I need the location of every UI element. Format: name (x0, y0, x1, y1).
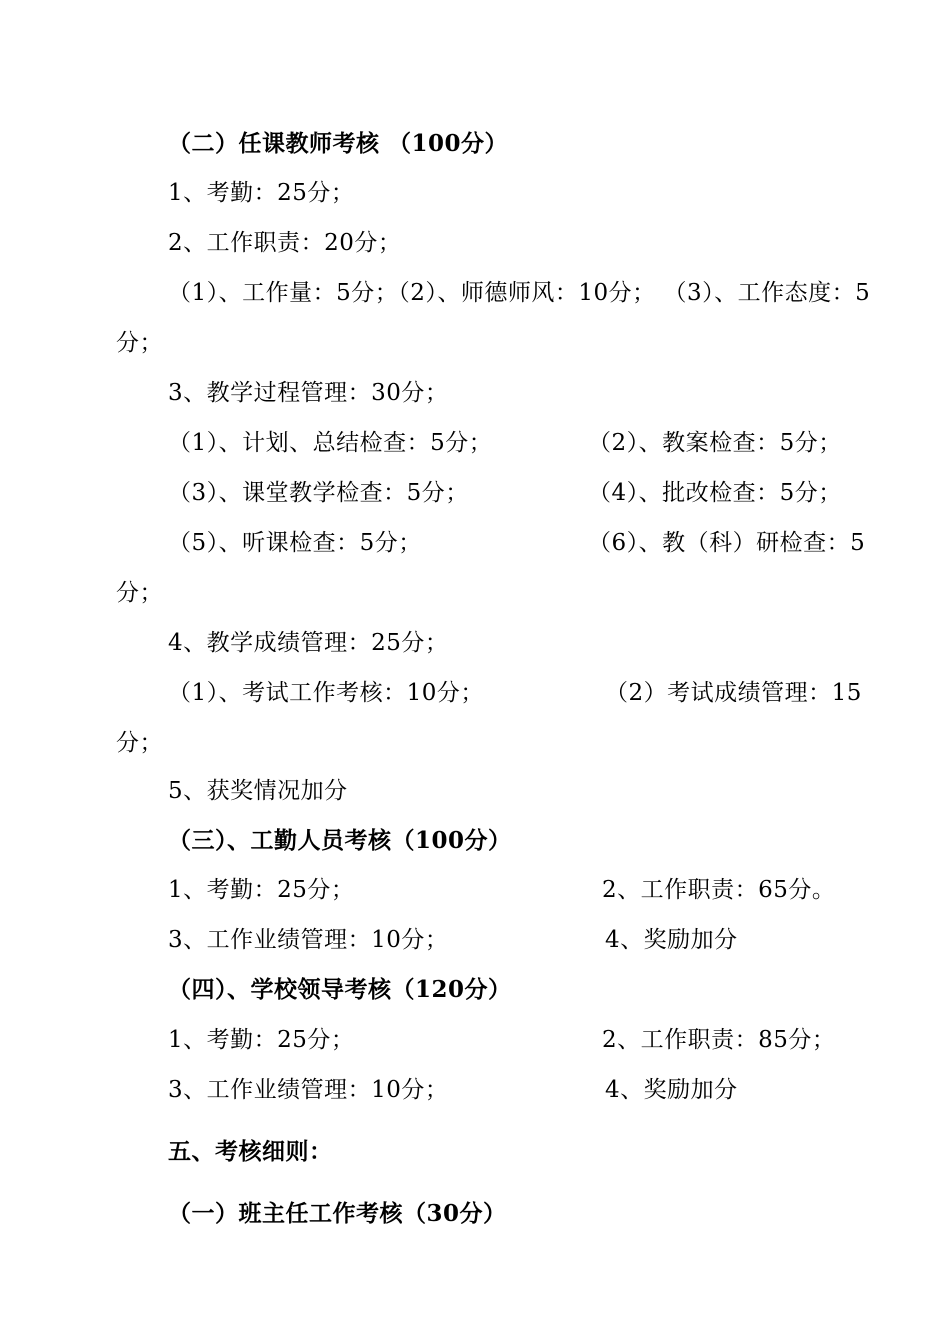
section-heading-leaders: （四）、学校领导考核（120分） (168, 976, 512, 1003)
teacher-attendance: 1、考勤：25分； (168, 180, 355, 206)
teacher-duties-detail: （1）、工作量：5分；（2）、师德师风：10分； （3）、工作态度：5 (168, 280, 871, 306)
sub-heading-head-teacher: （一）班主任工作考核（30分） (168, 1200, 507, 1227)
teaching-process-sub6-cont: 分； (116, 580, 163, 606)
section-heading-staff: （三）、工勤人员考核（100分） (168, 827, 512, 854)
teaching-results: 4、教学成绩管理：25分； (168, 630, 449, 656)
teaching-process-sub2: （2）、教案检查：5分； (588, 430, 842, 456)
teaching-process: 3、教学过程管理：30分； (168, 380, 449, 406)
staff-reward: 4、奖励加分 (605, 927, 738, 953)
leader-attendance: 1、考勤：25分； (168, 1027, 355, 1053)
section-heading-rules: 五、考核细则： (168, 1138, 333, 1165)
award-bonus: 5、获奖情况加分 (168, 778, 348, 804)
teacher-duties-detail-cont: 分； (116, 330, 163, 356)
staff-attendance: 1、考勤：25分； (168, 877, 355, 903)
teacher-duties: 2、工作职责：20分； (168, 230, 402, 256)
teaching-process-sub3: （3）、课堂教学检查：5分； (168, 480, 469, 506)
leader-reward: 4、奖励加分 (605, 1077, 738, 1103)
leader-duties: 2、工作职责：85分； (602, 1027, 836, 1053)
teaching-results-sub1: （1）、考试工作考核：10分； (168, 680, 484, 706)
teaching-results-sub2-cont: 分； (116, 730, 163, 756)
teaching-process-sub6: （6）、教（科）研检查：5 (588, 530, 866, 556)
leader-performance: 3、工作业绩管理：10分； (168, 1077, 449, 1103)
teaching-process-sub1: （1）、计划、总结检查：5分； (168, 430, 493, 456)
teaching-results-sub2: （2）考试成绩管理：15 (605, 680, 862, 706)
teaching-process-sub5: （5）、听课检查：5分； (168, 530, 422, 556)
teaching-process-sub4: （4）、批改检查：5分； (588, 480, 842, 506)
section-heading-teacher: （二）任课教师考核 （100分） (168, 130, 509, 157)
staff-performance: 3、工作业绩管理：10分； (168, 927, 449, 953)
staff-duties: 2、工作职责：65分。 (602, 877, 836, 903)
